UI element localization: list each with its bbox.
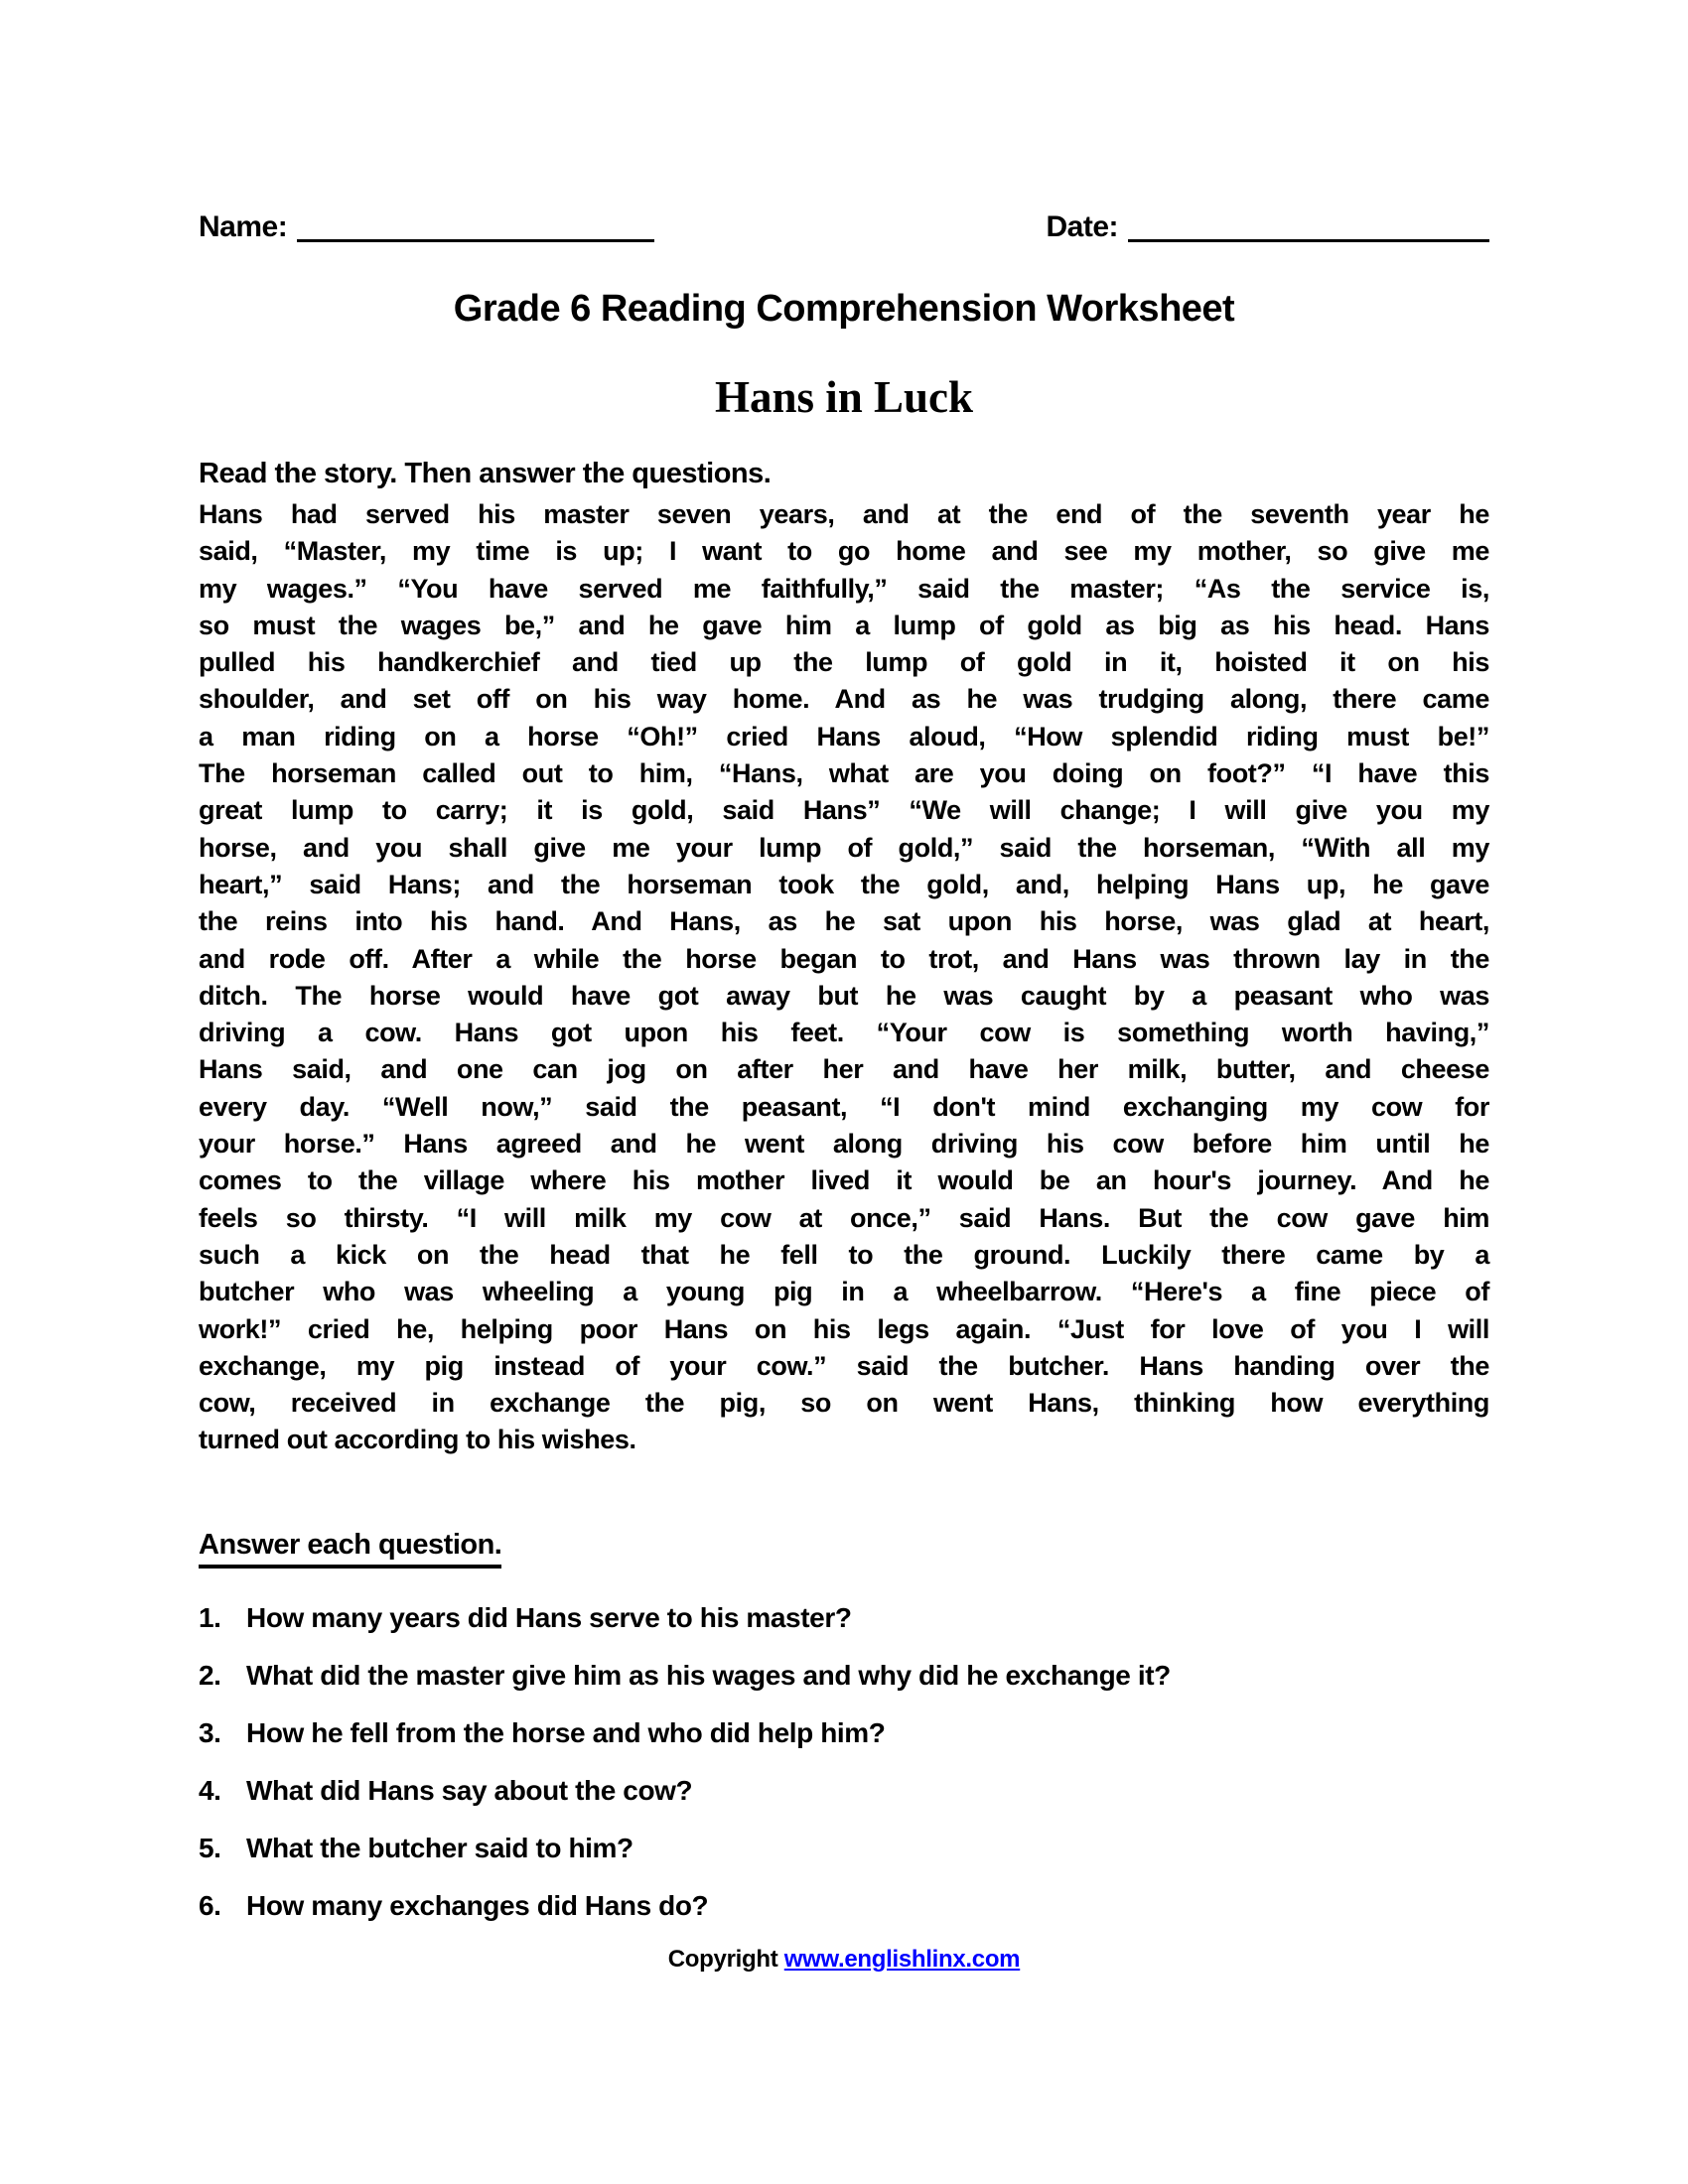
copyright-link[interactable]: www.englishlinx.com <box>783 1945 1021 1973</box>
question-item <box>199 1831 1489 1866</box>
story-line: turned out according to his wishes. <box>199 1425 636 1455</box>
date-blank-line <box>1128 209 1489 242</box>
question-item <box>199 1773 1489 1809</box>
question-number: 4. <box>199 1774 221 1806</box>
date-label: Date: <box>1046 210 1118 243</box>
question-item <box>199 1715 1489 1751</box>
story-line: ditch. The horse would have got away but he was caught by a peasant who was <box>199 980 1489 1011</box>
question-number: 5. <box>199 1832 221 1863</box>
question-text: How many years did Hans serve to his master? <box>246 1601 852 1633</box>
name-field-group <box>199 204 654 244</box>
name-date-row <box>199 0 1489 244</box>
question-item <box>199 1600 1489 1636</box>
story-line: Hans had served his master seven years, and at the end of the seventh year he <box>199 499 1489 529</box>
story-line: heart,” said Hans; and the horseman took the gold, and, helping Hans up, he gave <box>199 869 1489 899</box>
copyright-label: Copyright <box>667 1945 778 1973</box>
footer <box>199 1946 1489 1974</box>
story-line: so must the wages be,” and he gave him a lump of gold as big as his head. Hans <box>199 610 1489 640</box>
question-text: How many exchanges did Hans do? <box>246 1889 709 1921</box>
question-number: 6. <box>199 1889 221 1921</box>
question-text: How he fell from the horse and who did help him? <box>246 1716 886 1748</box>
story-line: work!” cried he, helping poor Hans on his legs again. “Just for love of you I will <box>199 1313 1489 1344</box>
story-text <box>199 496 1489 1459</box>
story-instructions: Read the story. Then answer the questions. <box>199 458 772 489</box>
story-line: my wages.” “You have served me faithfully,” said the master; “As the service is, <box>199 573 1489 604</box>
story-line: the reins into his hand. And Hans, as he sat upon his horse, was glad at heart, <box>199 906 1489 937</box>
story-line: a man riding on a horse “Oh!” cried Hans aloud, “How splendid riding must be!” <box>199 721 1489 751</box>
questions-heading-text: Answer each question. <box>199 1529 501 1569</box>
question-number: 2. <box>199 1659 221 1691</box>
story-line: your horse.” Hans agreed and he went along driving his cow before him until he <box>199 1129 1489 1160</box>
question-number: 3. <box>199 1716 221 1748</box>
story-line: The horseman called out to him, “Hans, what are you doing on foot?” “I have this <box>199 758 1489 789</box>
story-line: horse, and you shall give me your lump of gold,” said the horseman, “With all my <box>199 832 1489 863</box>
story-line: shoulder, and set off on his way home. And as he was trudging along, there came <box>199 684 1489 715</box>
story-line: Hans said, and one can jog on after her and have her milk, butter, and cheese <box>199 1054 1489 1085</box>
questions-list <box>199 1600 1489 1924</box>
question-number: 1. <box>199 1601 221 1633</box>
question-text: What did the master give him as his wages and why did he exchange it? <box>246 1659 1171 1691</box>
question-text: What did Hans say about the cow? <box>246 1774 693 1806</box>
question-item <box>199 1658 1489 1694</box>
story-line: pulled his handkerchief and tied up the lump of gold in it, hoisted it on his <box>199 647 1489 678</box>
story-line: comes to the village where his mother lived it would be an hour's journey. And he <box>199 1165 1489 1196</box>
question-item <box>199 1888 1489 1924</box>
story-title: Hans in Luck <box>714 372 974 422</box>
name-blank-line <box>297 209 654 242</box>
name-label: Name: <box>199 210 288 243</box>
story-line: every day. “Well now,” said the peasant, “I don't mind exchanging my cow for <box>199 1091 1489 1122</box>
story-line: said, “Master, my time is up; I want to go home and see my mother, so give me <box>199 536 1489 567</box>
story-line: such a kick on the head that he fell to the ground. Luckily there came by a <box>199 1239 1489 1270</box>
story-line: butcher who was wheeling a young pig in a wheelbarrow. “Here's a fine piece of <box>199 1277 1489 1307</box>
story-line: exchange, my pig instead of your cow.” said the butcher. Hans handing over the <box>199 1350 1489 1381</box>
date-field-group <box>1046 204 1489 244</box>
worksheet-title: Grade 6 Reading Comprehension Worksheet <box>453 288 1235 330</box>
story-line: great lump to carry; it is gold, said Hans” “We will change; I will give you my <box>199 795 1489 826</box>
question-text: What the butcher said to him? <box>246 1832 633 1863</box>
story-line: and rode off. After a while the horse began to trot, and Hans was thrown lay in the <box>199 943 1489 974</box>
story-line: driving a cow. Hans got upon his feet. “Your cow is something worth having,” <box>199 1018 1489 1048</box>
story-line: feels so thirsty. “I will milk my cow at once,” said Hans. But the cow gave him <box>199 1202 1489 1233</box>
questions-heading <box>199 1529 1489 1569</box>
story-line: cow, received in exchange the pig, so on went Hans, thinking how everything <box>199 1388 1489 1419</box>
